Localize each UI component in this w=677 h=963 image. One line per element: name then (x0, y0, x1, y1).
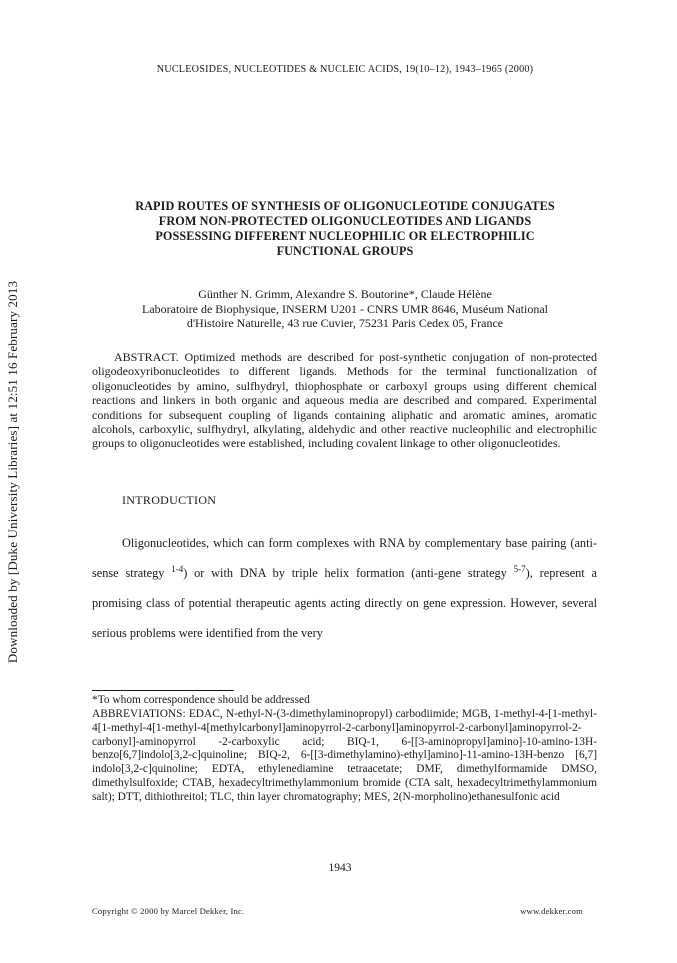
author-names: Günther N. Grimm, Alexandre S. Boutorine*, Claude Hélène (198, 287, 492, 301)
introduction-paragraph (92, 528, 597, 648)
footnote-correspondence: *To whom correspondence should be addressed (92, 694, 310, 706)
intro-text: Oligonucleotides, which can form complexes with RNA by complementary base pairing (anti-sense strategy (92, 536, 597, 580)
page-number: 1943 (328, 862, 352, 874)
intro-text: ) or with DNA by triple helix formation (anti-gene strategy (183, 566, 514, 580)
copyright-notice: Copyright © 2000 by Marcel Dekker, Inc. (92, 906, 245, 916)
publisher-website: www.dekker.com (520, 906, 583, 916)
title-line: RAPID ROUTES OF SYNTHESIS OF OLIGONUCLEOTIDE CONJUGATES (135, 199, 555, 213)
affiliation-line: Laboratoire de Biophysique, INSERM U201 - CNRS UMR 8646, Muséum National (142, 301, 548, 316)
download-watermark (0, 0, 22, 963)
section-heading-introduction: INTRODUCTION (122, 493, 217, 507)
footnote-abbreviations: ABBREVIATIONS: EDAC, N-ethyl-N-(3-dimethylaminopropyl) carbodiimide; MGB, 1-methyl-4-[1-methyl-4[1-methyl-4[1-methyl-4[methylcarbonyl]aminopyrrol-2-carbonyl]aminopyrrol-2-carbonyl]aminopyrrol-2-carbonyl]-aminopyrrol -2-carboxylic acid; BIQ-1, 6-[[3-aminopropyl]amino]-10-amino-13H-benzo[6,7]indolo[3,2-c]quinoline; BIQ-2, 6-[[3-dimethylamino)-ethyl]amino]-11-amino-13H-benzo [6,7] indolo[3,2-c]quinoline; EDTA, ethylenediamine tetraacetate; DMF, dimethylformamide DMSO, dimethylsulfoxide; CTAB, hexadecyltrimethylammonium bromide (CTA salt, hexadecyltrimethylammonium salt); DTT, dithiothreitol; TLC, thin layer chromatography; MES, 2(N-morpholino)ethanesulfonic acid (92, 708, 597, 803)
author-block (90, 287, 600, 331)
title-line: FUNCTIONAL GROUPS (276, 244, 414, 258)
title-line: FROM NON-PROTECTED OLIGONUCLEOTIDES AND LIGANDS (158, 214, 532, 228)
article-title (95, 199, 595, 259)
abstract: ABSTRACT. Optimized methods are described for post-synthetic conjugation of non-protected oligodeoxyribonucleotides to different ligands. Methods for the terminal functionalization of oligonucleotides by amino, sulfhydryl, thiophosphate or carboxyl groups using different chemical reactions and linkers in both organic and aqueous media are described and compared. Experimental conditions for subsequent coupling of ligands containing aliphatic and aromatic amines, aromatic alcohols, carboxylic, sulfhydryl, alkylating, aldehydic and other reactive nucleophilic and electrophilic groups to oligonucleotides were established, including covalent linkage to other oligonucleotides. (92, 350, 597, 451)
footnote-divider (92, 690, 234, 691)
citation-ref: 1-4 (171, 564, 184, 574)
title-line: POSSESSING DIFFERENT NUCLEOPHILIC OR ELECTROPHILIC (155, 229, 535, 243)
download-watermark-text: Downloaded by [Duke University Libraries] at 12:51 16 February 2013 (5, 280, 20, 664)
intro-text: ), represent a promising class of potential therapeutic agents acting directly on gene expression. However, several serious problems were identified from the very (92, 566, 598, 640)
affiliation-line: d'Histoire Naturelle, 43 rue Cuvier, 75231 Paris Cedex 05, France (186, 316, 504, 330)
citation-ref: 5-7 (513, 564, 526, 574)
running-head: NUCLEOSIDES, NUCLEOTIDES & NUCLEIC ACIDS, 19(10–12), 1943–1965 (2000) (156, 64, 534, 75)
